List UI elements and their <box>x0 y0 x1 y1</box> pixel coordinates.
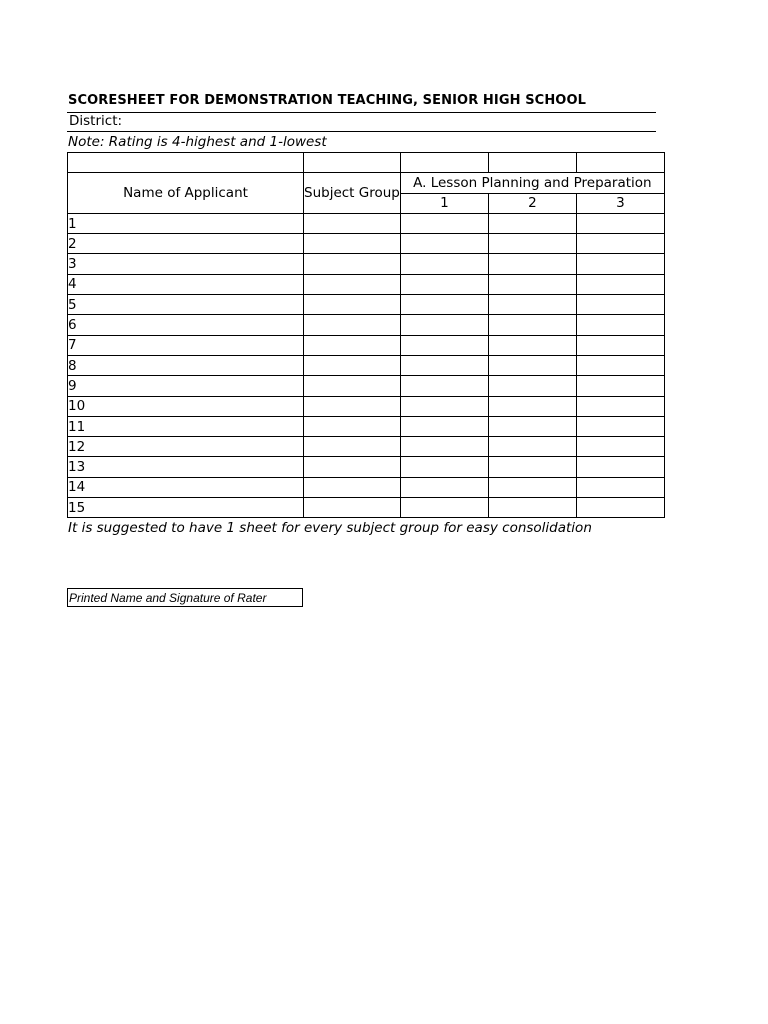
table-row <box>68 335 665 355</box>
district-field[interactable]: District: <box>69 113 123 129</box>
subject-group-cell[interactable] <box>304 477 401 497</box>
subject-group-cell[interactable] <box>304 254 401 274</box>
rater-signature-field[interactable]: Printed Name and Signature of Rater <box>67 588 303 607</box>
score-cell-1[interactable] <box>400 295 488 315</box>
table-row <box>68 498 665 518</box>
score-cell-3[interactable] <box>576 254 664 274</box>
applicant-name-cell[interactable]: 3 <box>68 254 304 274</box>
subject-group-cell[interactable] <box>304 274 401 294</box>
table-row <box>68 477 665 497</box>
score-cell-2[interactable] <box>488 477 576 497</box>
subject-group-cell[interactable] <box>304 234 401 254</box>
applicant-name-cell[interactable]: 12 <box>68 437 304 457</box>
subject-group-cell[interactable] <box>304 295 401 315</box>
score-cell-2[interactable] <box>488 315 576 335</box>
score-cell-3[interactable] <box>576 355 664 375</box>
applicant-name-cell[interactable]: 8 <box>68 355 304 375</box>
score-cell-2[interactable] <box>488 396 576 416</box>
score-cell-1[interactable] <box>400 315 488 335</box>
subject-group-cell[interactable] <box>304 213 401 233</box>
applicant-name-cell[interactable]: 2 <box>68 234 304 254</box>
score-cell-3[interactable] <box>576 213 664 233</box>
criteria-col-3: 3 <box>576 193 664 213</box>
subject-group-cell[interactable] <box>304 498 401 518</box>
blank-cell[interactable] <box>400 153 488 173</box>
score-cell-1[interactable] <box>400 416 488 436</box>
lesson-planning-header: A. Lesson Planning and Preparation <box>400 173 664 193</box>
score-cell-2[interactable] <box>488 457 576 477</box>
score-cell-2[interactable] <box>488 376 576 396</box>
score-cell-1[interactable] <box>400 396 488 416</box>
applicant-name-cell[interactable]: 5 <box>68 295 304 315</box>
score-cell-3[interactable] <box>576 477 664 497</box>
score-cell-3[interactable] <box>576 295 664 315</box>
subject-group-cell[interactable] <box>304 315 401 335</box>
table-row <box>68 295 665 315</box>
subject-group-cell[interactable] <box>304 376 401 396</box>
table-row <box>68 376 665 396</box>
title-underline <box>67 112 656 113</box>
table-row <box>68 234 665 254</box>
score-cell-3[interactable] <box>576 335 664 355</box>
score-cell-3[interactable] <box>576 315 664 335</box>
table-row <box>68 213 665 233</box>
score-cell-2[interactable] <box>488 437 576 457</box>
applicant-name-cell[interactable]: 13 <box>68 457 304 477</box>
score-cell-1[interactable] <box>400 254 488 274</box>
score-cell-3[interactable] <box>576 234 664 254</box>
table-row <box>68 274 665 294</box>
score-cell-1[interactable] <box>400 376 488 396</box>
blank-cell[interactable] <box>304 153 401 173</box>
table-row <box>68 437 665 457</box>
applicant-name-cell[interactable]: 10 <box>68 396 304 416</box>
applicant-name-cell[interactable]: 4 <box>68 274 304 294</box>
applicant-name-cell[interactable]: 15 <box>68 498 304 518</box>
score-cell-2[interactable] <box>488 295 576 315</box>
table-row <box>68 457 665 477</box>
table-row <box>68 315 665 335</box>
score-cell-3[interactable] <box>576 274 664 294</box>
rating-note: Note: Rating is 4-highest and 1-lowest <box>68 134 327 150</box>
score-cell-2[interactable] <box>488 274 576 294</box>
score-cell-1[interactable] <box>400 213 488 233</box>
score-cell-2[interactable] <box>488 416 576 436</box>
applicant-name-cell[interactable]: 6 <box>68 315 304 335</box>
score-cell-1[interactable] <box>400 335 488 355</box>
criteria-col-1: 1 <box>400 193 488 213</box>
district-underline <box>67 131 656 132</box>
applicant-name-cell[interactable]: 11 <box>68 416 304 436</box>
table-row <box>68 396 665 416</box>
blank-cell[interactable] <box>576 153 664 173</box>
score-cell-1[interactable] <box>400 477 488 497</box>
score-table <box>67 152 665 518</box>
table-row <box>68 355 665 375</box>
subject-group-header: Subject Group <box>304 173 401 214</box>
subject-group-cell[interactable] <box>304 437 401 457</box>
subject-group-cell[interactable] <box>304 457 401 477</box>
score-cell-2[interactable] <box>488 213 576 233</box>
score-cell-2[interactable] <box>488 335 576 355</box>
applicant-name-cell[interactable]: 1 <box>68 213 304 233</box>
score-cell-3[interactable] <box>576 498 664 518</box>
applicant-name-cell[interactable]: 7 <box>68 335 304 355</box>
table-row <box>68 416 665 436</box>
score-cell-2[interactable] <box>488 355 576 375</box>
consolidation-note: It is suggested to have 1 sheet for every subject group for easy consolidation <box>68 520 592 536</box>
score-cell-3[interactable] <box>576 396 664 416</box>
blank-header-row <box>68 153 665 173</box>
score-cell-3[interactable] <box>576 376 664 396</box>
score-cell-1[interactable] <box>400 234 488 254</box>
score-cell-3[interactable] <box>576 437 664 457</box>
score-cell-1[interactable] <box>400 457 488 477</box>
blank-cell[interactable] <box>488 153 576 173</box>
score-cell-1[interactable] <box>400 274 488 294</box>
subject-group-cell[interactable] <box>304 335 401 355</box>
subject-group-cell[interactable] <box>304 416 401 436</box>
score-cell-2[interactable] <box>488 234 576 254</box>
score-cell-1[interactable] <box>400 498 488 518</box>
table-row <box>68 254 665 274</box>
applicant-name-cell[interactable]: 14 <box>68 477 304 497</box>
score-cell-2[interactable] <box>488 254 576 274</box>
score-cell-1[interactable] <box>400 355 488 375</box>
name-of-applicant-header: Name of Applicant <box>68 173 304 214</box>
score-cell-1[interactable] <box>400 437 488 457</box>
score-cell-3[interactable] <box>576 457 664 477</box>
header-row <box>68 173 665 193</box>
score-cell-2[interactable] <box>488 498 576 518</box>
criteria-col-2: 2 <box>488 193 576 213</box>
sheet-title: SCORESHEET FOR DEMONSTRATION TEACHING, SENIOR HIGH SCHOOL <box>68 93 586 108</box>
blank-cell[interactable] <box>68 153 304 173</box>
subject-group-cell[interactable] <box>304 396 401 416</box>
score-cell-3[interactable] <box>576 416 664 436</box>
applicant-name-cell[interactable]: 9 <box>68 376 304 396</box>
subject-group-cell[interactable] <box>304 355 401 375</box>
